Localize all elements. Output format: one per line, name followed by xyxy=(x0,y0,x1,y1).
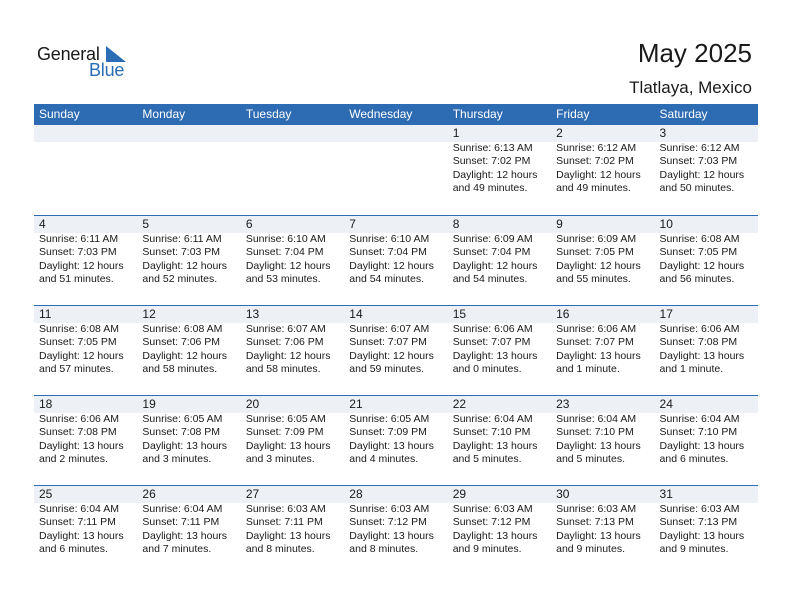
week-row xyxy=(34,395,758,485)
day-info xyxy=(551,142,654,196)
day-number: 22 xyxy=(448,396,551,413)
daylight-text: Daylight: 13 hours xyxy=(39,439,124,452)
daylight-text: Daylight: 12 hours xyxy=(39,349,124,362)
sunrise-text: Sunrise: 6:04 AM xyxy=(39,503,119,515)
day-cell xyxy=(551,306,654,395)
day-number: 6 xyxy=(241,216,344,233)
day-info xyxy=(344,323,447,377)
daylight-text: Daylight: 13 hours xyxy=(556,529,641,542)
day-cell xyxy=(137,486,240,575)
daylight-text: Daylight: 12 hours xyxy=(142,259,228,272)
sunset-text: Sunset: 7:02 PM xyxy=(556,155,634,168)
sunset-text: Sunset: 7:05 PM xyxy=(39,336,117,349)
empty-day-cell xyxy=(344,125,447,215)
daylight-text: and 4 minutes. xyxy=(349,453,419,466)
day-cell xyxy=(448,216,551,305)
daylight-text: Daylight: 13 hours xyxy=(245,439,331,452)
day-cell xyxy=(448,306,551,395)
location-label: Tlatlaya, Mexico xyxy=(629,78,752,97)
daylight-text: and 5 minutes. xyxy=(452,453,522,466)
sunrise-text: Sunrise: 6:04 AM xyxy=(556,413,637,425)
day-info xyxy=(655,142,758,196)
weekday-thursday: Thursday xyxy=(452,107,503,121)
day-info xyxy=(448,142,551,196)
sunset-text: Sunset: 7:10 PM xyxy=(659,426,738,439)
day-info xyxy=(137,413,240,467)
sunset-text: Sunset: 7:07 PM xyxy=(452,336,531,349)
daylight-text: Daylight: 13 hours xyxy=(452,529,538,542)
sunset-text: Sunset: 7:08 PM xyxy=(142,426,221,439)
sunset-text: Sunset: 7:05 PM xyxy=(556,246,634,259)
daylight-text: and 50 minutes. xyxy=(659,182,735,195)
day-cell xyxy=(34,486,137,575)
week-row xyxy=(34,215,758,305)
sunset-text: Sunset: 7:03 PM xyxy=(659,155,738,168)
day-number: 26 xyxy=(137,486,240,503)
sunset-text: Sunset: 7:09 PM xyxy=(245,426,324,439)
day-info xyxy=(34,503,137,557)
day-info xyxy=(448,233,551,287)
daylight-text: Daylight: 12 hours xyxy=(245,349,331,362)
daylight-text: and 8 minutes. xyxy=(349,543,419,556)
sunrise-text: Sunrise: 6:04 AM xyxy=(659,413,740,425)
daylight-text: and 6 minutes. xyxy=(659,453,729,466)
weekday-saturday: Saturday xyxy=(659,107,708,121)
daylight-text: Daylight: 13 hours xyxy=(142,439,228,452)
sunset-text: Sunset: 7:11 PM xyxy=(245,516,323,529)
sunset-text: Sunset: 7:11 PM xyxy=(142,516,220,529)
day-cell xyxy=(551,486,654,575)
daylight-text: and 54 minutes. xyxy=(452,273,528,286)
daylight-text: and 9 minutes. xyxy=(556,543,625,556)
daylight-text: and 58 minutes. xyxy=(245,363,321,376)
day-info xyxy=(241,413,344,467)
week-row xyxy=(34,305,758,395)
sunset-text: Sunset: 7:11 PM xyxy=(39,516,116,529)
day-info xyxy=(344,503,447,557)
day-number: 29 xyxy=(448,486,551,503)
sunset-text: Sunset: 7:06 PM xyxy=(142,336,221,349)
empty-day-band xyxy=(34,125,137,142)
day-number: 16 xyxy=(551,306,654,323)
day-number: 21 xyxy=(344,396,447,413)
day-info xyxy=(551,233,654,287)
daylight-text: Daylight: 13 hours xyxy=(659,439,745,452)
day-info xyxy=(551,413,654,467)
sunrise-text: Sunrise: 6:05 AM xyxy=(142,413,223,425)
day-info xyxy=(241,233,344,287)
daylight-text: and 6 minutes. xyxy=(39,543,108,556)
day-cell xyxy=(344,216,447,305)
daylight-text: Daylight: 13 hours xyxy=(142,529,228,542)
day-info xyxy=(241,323,344,377)
daylight-text: and 3 minutes. xyxy=(245,453,315,466)
sunrise-text: Sunrise: 6:06 AM xyxy=(39,413,119,425)
day-number: 27 xyxy=(241,486,344,503)
day-cell xyxy=(241,396,344,485)
day-cell xyxy=(551,216,654,305)
day-info xyxy=(551,503,654,557)
sunset-text: Sunset: 7:04 PM xyxy=(245,246,324,259)
empty-day-cell xyxy=(34,125,137,215)
day-cell xyxy=(137,306,240,395)
daylight-text: and 3 minutes. xyxy=(142,453,212,466)
day-number: 13 xyxy=(241,306,344,323)
sunrise-text: Sunrise: 6:11 AM xyxy=(142,233,222,245)
sunrise-text: Sunrise: 6:04 AM xyxy=(452,413,533,425)
day-number: 4 xyxy=(34,216,137,233)
day-info xyxy=(34,233,137,287)
empty-day-band xyxy=(137,125,240,142)
day-cell xyxy=(344,306,447,395)
page-title: May 2025 xyxy=(637,38,752,68)
daylight-text: and 0 minutes. xyxy=(452,363,522,376)
sunset-text: Sunset: 7:10 PM xyxy=(452,426,531,439)
day-cell xyxy=(344,486,447,575)
day-info xyxy=(448,323,551,377)
sunrise-text: Sunrise: 6:05 AM xyxy=(245,413,326,425)
day-info xyxy=(34,323,137,377)
daylight-text: and 53 minutes. xyxy=(245,273,321,286)
day-cell xyxy=(655,216,758,305)
day-info xyxy=(137,503,240,557)
daylight-text: and 59 minutes. xyxy=(349,363,424,376)
sunrise-text: Sunrise: 6:03 AM xyxy=(245,503,326,515)
empty-day-cell xyxy=(137,125,240,215)
day-number: 15 xyxy=(448,306,551,323)
daylight-text: and 1 minute. xyxy=(659,363,724,376)
sunset-text: Sunset: 7:08 PM xyxy=(659,336,738,349)
daylight-text: and 54 minutes. xyxy=(349,273,424,286)
weeks-container xyxy=(34,125,758,575)
day-number: 14 xyxy=(344,306,447,323)
sunrise-text: Sunrise: 6:13 AM xyxy=(452,142,533,154)
day-number: 10 xyxy=(655,216,758,233)
daylight-text: and 55 minutes. xyxy=(556,273,631,286)
day-number: 19 xyxy=(137,396,240,413)
day-cell xyxy=(344,396,447,485)
day-number: 7 xyxy=(344,216,447,233)
sunrise-text: Sunrise: 6:09 AM xyxy=(556,233,637,245)
sunset-text: Sunset: 7:05 PM xyxy=(659,246,738,259)
sunset-text: Sunset: 7:13 PM xyxy=(659,516,738,529)
daylight-text: and 51 minutes. xyxy=(39,273,114,286)
daylight-text: and 9 minutes. xyxy=(452,543,522,556)
day-number: 18 xyxy=(34,396,137,413)
daylight-text: Daylight: 13 hours xyxy=(556,349,641,362)
day-info xyxy=(655,323,758,377)
day-number: 9 xyxy=(551,216,654,233)
sunrise-text: Sunrise: 6:08 AM xyxy=(142,323,223,335)
daylight-text: and 58 minutes. xyxy=(142,363,218,376)
daylight-text: Daylight: 13 hours xyxy=(349,439,434,452)
day-cell xyxy=(448,396,551,485)
sunset-text: Sunset: 7:04 PM xyxy=(349,246,427,259)
sunrise-text: Sunrise: 6:10 AM xyxy=(349,233,430,245)
day-cell xyxy=(241,486,344,575)
day-info xyxy=(344,233,447,287)
sunset-text: Sunset: 7:12 PM xyxy=(452,516,531,529)
daylight-text: Daylight: 12 hours xyxy=(659,168,745,181)
daylight-text: and 49 minutes. xyxy=(556,182,631,195)
daylight-text: Daylight: 12 hours xyxy=(39,259,124,272)
day-cell xyxy=(655,306,758,395)
day-cell xyxy=(655,486,758,575)
day-info xyxy=(137,323,240,377)
day-info xyxy=(448,503,551,557)
day-cell xyxy=(137,216,240,305)
daylight-text: and 7 minutes. xyxy=(142,543,212,556)
sunrise-text: Sunrise: 6:11 AM xyxy=(39,233,119,245)
day-info xyxy=(655,233,758,287)
day-cell xyxy=(241,306,344,395)
daylight-text: Daylight: 13 hours xyxy=(659,349,745,362)
day-number: 20 xyxy=(241,396,344,413)
day-info xyxy=(448,413,551,467)
sunset-text: Sunset: 7:12 PM xyxy=(349,516,427,529)
sunrise-text: Sunrise: 6:03 AM xyxy=(659,503,740,515)
daylight-text: Daylight: 12 hours xyxy=(349,259,434,272)
day-cell xyxy=(34,306,137,395)
daylight-text: and 52 minutes. xyxy=(142,273,218,286)
sunrise-text: Sunrise: 6:05 AM xyxy=(349,413,430,425)
sunrise-text: Sunrise: 6:06 AM xyxy=(556,323,637,335)
day-number: 31 xyxy=(655,486,758,503)
generalblue-logo xyxy=(37,44,137,80)
daylight-text: Daylight: 12 hours xyxy=(142,349,228,362)
daylight-text: and 49 minutes. xyxy=(452,182,528,195)
sunrise-text: Sunrise: 6:03 AM xyxy=(452,503,533,515)
daylight-text: Daylight: 12 hours xyxy=(659,259,745,272)
daylight-text: and 56 minutes. xyxy=(659,273,735,286)
weekday-monday: Monday xyxy=(142,107,186,121)
sunset-text: Sunset: 7:13 PM xyxy=(556,516,634,529)
daylight-text: and 5 minutes. xyxy=(556,453,625,466)
sunrise-text: Sunrise: 6:06 AM xyxy=(452,323,533,335)
sunrise-text: Sunrise: 6:07 AM xyxy=(349,323,430,335)
daylight-text: and 9 minutes. xyxy=(659,543,729,556)
sunset-text: Sunset: 7:03 PM xyxy=(142,246,221,259)
weekday-tuesday: Tuesday xyxy=(245,107,292,121)
daylight-text: and 2 minutes. xyxy=(39,453,108,466)
sunrise-text: Sunrise: 6:06 AM xyxy=(659,323,740,335)
weekday-wednesday: Wednesday xyxy=(349,107,413,121)
day-number: 3 xyxy=(655,125,758,142)
weekday-header xyxy=(34,104,758,125)
sunset-text: Sunset: 7:04 PM xyxy=(452,246,531,259)
day-cell xyxy=(655,396,758,485)
day-number: 24 xyxy=(655,396,758,413)
sunrise-text: Sunrise: 6:08 AM xyxy=(39,323,119,335)
sunrise-text: Sunrise: 6:12 AM xyxy=(556,142,637,154)
day-number: 17 xyxy=(655,306,758,323)
day-number: 28 xyxy=(344,486,447,503)
day-number: 23 xyxy=(551,396,654,413)
empty-day-cell xyxy=(241,125,344,215)
sunrise-text: Sunrise: 6:03 AM xyxy=(556,503,637,515)
day-info xyxy=(344,413,447,467)
daylight-text: Daylight: 12 hours xyxy=(245,259,331,272)
sunset-text: Sunset: 7:10 PM xyxy=(556,426,634,439)
daylight-text: Daylight: 13 hours xyxy=(452,439,538,452)
daylight-text: and 1 minute. xyxy=(556,363,620,376)
day-info xyxy=(655,413,758,467)
day-cell xyxy=(241,216,344,305)
day-info xyxy=(655,503,758,557)
daylight-text: Daylight: 12 hours xyxy=(349,349,434,362)
day-number: 30 xyxy=(551,486,654,503)
daylight-text: Daylight: 13 hours xyxy=(452,349,538,362)
day-cell xyxy=(551,125,654,215)
sunset-text: Sunset: 7:09 PM xyxy=(349,426,427,439)
week-row xyxy=(34,125,758,215)
day-number: 2 xyxy=(551,125,654,142)
day-number: 5 xyxy=(137,216,240,233)
daylight-text: Daylight: 13 hours xyxy=(556,439,641,452)
week-row xyxy=(34,485,758,575)
daylight-text: Daylight: 12 hours xyxy=(452,259,538,272)
sunset-text: Sunset: 7:07 PM xyxy=(349,336,427,349)
empty-day-band xyxy=(344,125,447,142)
logo-text-general: General xyxy=(37,44,100,64)
daylight-text: Daylight: 13 hours xyxy=(349,529,434,542)
day-info xyxy=(551,323,654,377)
daylight-text: Daylight: 12 hours xyxy=(556,168,641,181)
weekday-friday: Friday xyxy=(556,107,590,121)
empty-day-band xyxy=(241,125,344,142)
day-cell xyxy=(34,396,137,485)
sunrise-text: Sunrise: 6:08 AM xyxy=(659,233,740,245)
day-cell xyxy=(655,125,758,215)
day-cell xyxy=(34,216,137,305)
sunset-text: Sunset: 7:07 PM xyxy=(556,336,634,349)
sunset-text: Sunset: 7:06 PM xyxy=(245,336,324,349)
day-number: 11 xyxy=(34,306,137,323)
daylight-text: Daylight: 12 hours xyxy=(452,168,538,181)
day-number: 12 xyxy=(137,306,240,323)
weekday-sunday: Sunday xyxy=(39,107,80,121)
sunset-text: Sunset: 7:02 PM xyxy=(452,155,531,168)
sunset-text: Sunset: 7:03 PM xyxy=(39,246,117,259)
day-cell xyxy=(137,396,240,485)
sunrise-text: Sunrise: 6:09 AM xyxy=(452,233,533,245)
day-info xyxy=(241,503,344,557)
sunrise-text: Sunrise: 6:03 AM xyxy=(349,503,430,515)
sunset-text: Sunset: 7:08 PM xyxy=(39,426,117,439)
day-cell xyxy=(551,396,654,485)
sunrise-text: Sunrise: 6:04 AM xyxy=(142,503,223,515)
daylight-text: Daylight: 12 hours xyxy=(556,259,641,272)
day-number: 1 xyxy=(448,125,551,142)
daylight-text: and 8 minutes. xyxy=(245,543,315,556)
day-info xyxy=(34,413,137,467)
day-cell xyxy=(448,125,551,215)
day-number: 8 xyxy=(448,216,551,233)
day-cell xyxy=(448,486,551,575)
sunrise-text: Sunrise: 6:12 AM xyxy=(659,142,740,154)
calendar-grid xyxy=(34,104,758,575)
sunrise-text: Sunrise: 6:07 AM xyxy=(245,323,326,335)
daylight-text: Daylight: 13 hours xyxy=(245,529,331,542)
day-number: 25 xyxy=(34,486,137,503)
daylight-text: Daylight: 13 hours xyxy=(39,529,124,542)
day-info xyxy=(137,233,240,287)
logo-text-blue: Blue xyxy=(89,60,125,80)
daylight-text: Daylight: 13 hours xyxy=(659,529,745,542)
sunrise-text: Sunrise: 6:10 AM xyxy=(245,233,326,245)
daylight-text: and 57 minutes. xyxy=(39,363,114,376)
